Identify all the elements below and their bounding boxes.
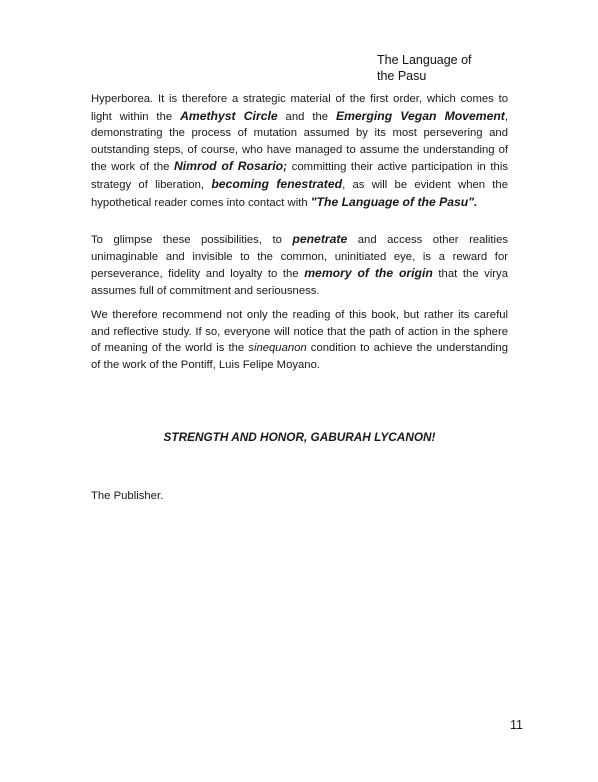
p1-text-3: , demonstrating the process of mutation assumed by its most persevering and outstanding steps, of course, who have managed to assume the understanding of the work of the [91, 110, 509, 174]
p1-text-4: committing their active participation in this strategy of liberation, [91, 161, 508, 191]
p3-text-1: We therefore recommend not only the reading of this book, but rather its careful and reflective study. If so, everyone will notice that the path of action in the sphere of meaning of the world is the [91, 309, 508, 355]
signature: The Publisher. [91, 490, 164, 502]
running-header-line-1: The Language of [377, 53, 472, 67]
p1-emphasis-emerging-vegan-movement: Emerging Vegan Movement [335, 108, 505, 123]
p1-text-5: , as will be evident when the hypothetical reader comes into contact with [91, 178, 508, 209]
closing-motto: STRENGTH AND HONOR, GABURAH LYCANON! [163, 430, 436, 444]
paragraph-1 [91, 91, 508, 211]
p1-emphasis-book-title: "The Language of the Pasu". [310, 194, 478, 209]
paragraph-3 [91, 307, 508, 373]
p2-text-3: that the virya assumes full of commitment and seriousness. [91, 268, 508, 297]
p2-text-2: and access other realities unimaginable and invisible to the common, uninitiated eye, is a reward for perseverance, fidelity and loyalty to the [91, 234, 508, 281]
p1-emphasis-amethyst-circle: Amethyst Circle [180, 108, 278, 123]
p1-text-1: Hyperborea. It is therefore a strategic material of the first order, which comes to light within the [91, 93, 508, 123]
p2-emphasis-memory-of-the-origin: memory of the origin [304, 266, 433, 281]
running-header [377, 52, 517, 84]
p1-emphasis-nimrod-of-rosario: Nimrod of Rosario; [173, 159, 288, 174]
paragraph-2 [91, 231, 508, 299]
p1-emphasis-becoming-fenestrated: becoming fenestrated [211, 176, 343, 191]
running-header-line-2: the Pasu [377, 69, 427, 83]
p2-emphasis-penetrate: penetrate [292, 232, 348, 246]
p2-text-1: To glimpse these possibilities, to [91, 234, 293, 246]
p3-italic-sinequanon: sinequanon [248, 342, 307, 355]
p3-text-2: condition to achieve the understanding of the work of the Pontiff, Luis Felipe Moyano. [91, 342, 508, 371]
page-number: 11 [510, 718, 523, 732]
p1-text-2: and the [277, 110, 336, 123]
